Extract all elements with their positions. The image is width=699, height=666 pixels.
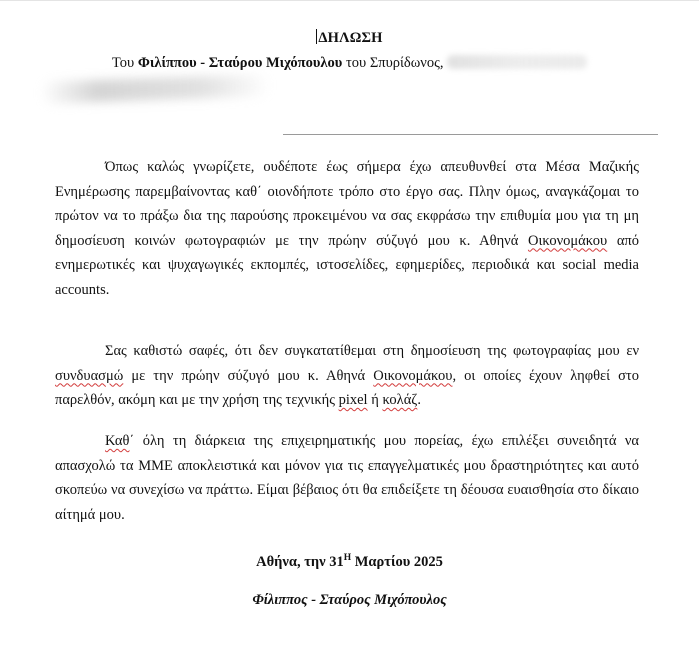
paragraph-2 bbox=[55, 339, 639, 413]
subtitle-prefix: Του bbox=[111, 55, 138, 71]
paragraph-2-text-e: . bbox=[417, 392, 421, 408]
paragraph-2-text-b: με την πρώην σύζυγό μου κ. Αθηνά bbox=[123, 367, 374, 384]
paragraph-1-text-b: από ενημερωτικές και ψυχαγωγικές εκπομπές, ιστοσελίδες, εφημερίδες, περιοδικά και social media accounts. bbox=[55, 232, 639, 298]
paragraph-1 bbox=[55, 155, 639, 302]
document-title bbox=[0, 28, 699, 48]
signature-date-prefix: Αθήνα, την 31 bbox=[256, 554, 344, 570]
document-title-text: ΔΗΛΩΣΗ bbox=[318, 30, 383, 46]
signature-name: Φίλιππος - Σταύρος Μιχόπουλος bbox=[252, 592, 447, 608]
spellcheck-word: Οικονομάκου bbox=[373, 367, 453, 384]
spellcheck-word: Οικονομάκου bbox=[527, 232, 608, 249]
spellcheck-word: Καθ bbox=[105, 433, 130, 449]
spellcheck-word: συνδυασμώ bbox=[55, 367, 124, 384]
paragraph-2-text-d: ή bbox=[367, 392, 383, 408]
signature-date-ordinal: Η bbox=[343, 553, 352, 563]
document-subtitle bbox=[0, 53, 699, 73]
paragraph-2-text-c: , οι οποίες έχουν ληφθεί στο παρελθόν, ακόμη και με την χρήση της τεχνικής bbox=[55, 367, 639, 408]
paragraph-1-text-a: Όπως καλώς γνωρίζετε, ουδέποτε έως σήμερα έχω απευθυνθεί στα Μέσα Μαζικής Ενημέρωσης παρεμβαίνοντας καθ΄ οιονδήποτε τρόπο στο έργο σας. Πλην όμως, αναγκάζομαι το πρώτον να το πράξω δια της παρούσης προκειμένου να σας εκφράσω την επιθυμία μου για τη μη δημοσίευση κοινών φωτογραφιών με την πρώην σύζυγό μου κ. Αθηνά bbox=[55, 159, 639, 249]
declarant-name: Φιλίππου - Σταύρου Μιχόπουλου bbox=[137, 55, 343, 71]
paragraph-3-text-a: ΄ όλη τη διάρκεια της επιχειρηματικής μου πορείας, έχω επιλέξει συνειδητά να απασχολώ τα ΜΜΕ αποκλειστικά και μόνον για τις επαγγελματικές μου δραστηριότητες και αυτό σκοπεύω να συνεχίσω να πράττω. Είμαι βέβαιος ότι θα επιδείξετε τη δέουσα ευαισθησία στο δίκαιο αίτημά μου. bbox=[55, 433, 639, 523]
signature-date-suffix: Μαρτίου 2025 bbox=[351, 554, 443, 570]
header-divider bbox=[283, 134, 658, 135]
page-top-edge bbox=[0, 0, 699, 1]
paragraph-3 bbox=[55, 429, 639, 527]
redaction-blur-below bbox=[40, 74, 271, 104]
subtitle-suffix: του Σπυρίδωνος, bbox=[342, 55, 448, 71]
heading-block bbox=[0, 28, 699, 73]
redaction-blur-inline bbox=[447, 55, 587, 69]
signature-date bbox=[0, 552, 699, 572]
spellcheck-word: κολάζ bbox=[382, 392, 418, 408]
spellcheck-word: pixel bbox=[338, 392, 368, 408]
paragraph-2-text-a: Σας καθιστώ σαφές, ότι δεν συγκατατίθεμαι στη δημοσίευση της φωτογραφίας μου εν bbox=[105, 343, 639, 359]
